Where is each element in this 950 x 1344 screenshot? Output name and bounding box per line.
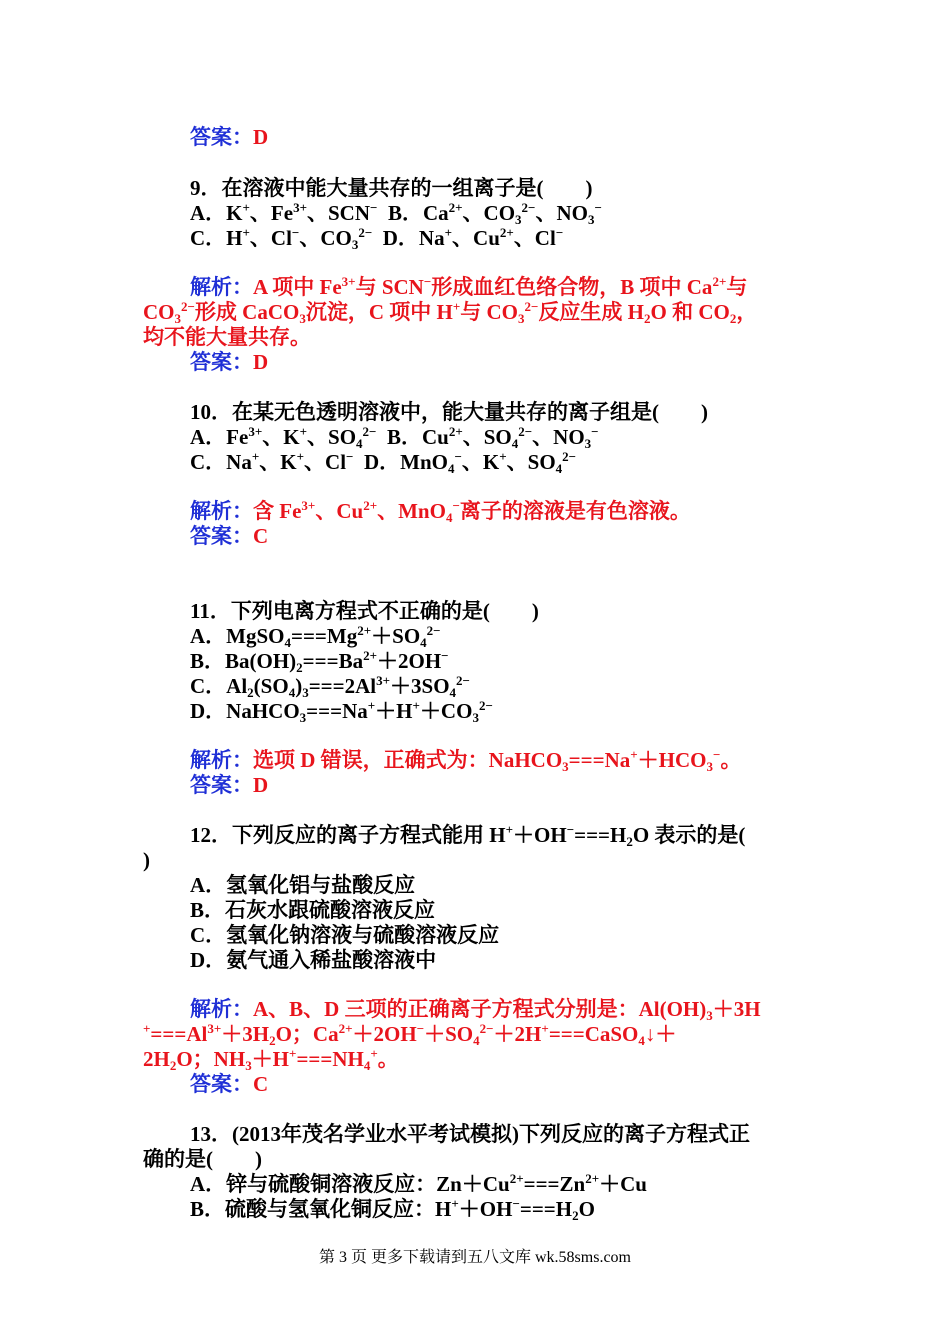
q12-analysis-1: 解析：A、B、D 三项的正确离子方程式分别是：$Al(OH)_3+3H$	[190, 997, 761, 1023]
q12-stem: 12．下列反应的离子方程式能用 $H^++OH^-===H_2O$ 表示的是(	[190, 822, 746, 849]
q10-analysis: 解析：含 $Fe^{3+}$、$Cu^{2+}$、MnO$_4$−离子的溶液是有色溶液。	[190, 498, 691, 525]
q10-options-cd: C．Na+、K+、Cl− D．MnO$_4$−、K+、$SO_4^{2-}$	[190, 449, 577, 476]
q10-stem: 10．在某无色透明溶液中，能大量共存的离子组是( )	[190, 400, 708, 424]
q9-analysis-2: $CO_3^{2-}$形成 CaCO$_3$沉淀，C 项中 H+与 $CO_3^{2-}$反应生成 $H_2O$ 和 $CO_2$，	[143, 299, 758, 326]
q10-answer: 答案：C	[190, 524, 269, 548]
q11-option-b: B．$Ba(OH)_2===Ba^{2+}+2OH^-$	[190, 648, 449, 675]
q11-option-d: D．$NaHCO_3===Na^++H^++CO_3^{2-}$	[190, 698, 493, 725]
q12-stem-tail: )	[143, 848, 150, 872]
q10-options-ab: A．$Fe^{3+}$、K+、$SO_4^{2-}$ B．$Cu^{2+}$、$SO_4^{2-}$、$NO_3^-$	[190, 424, 599, 451]
q9-answer: 答案：D	[190, 350, 269, 374]
q11-option-c: C．$Al_2(SO_4)_3===2Al^{3+}+3SO_4^{2-}$	[190, 673, 470, 700]
q12-analysis-2: $^+===Al^{3+}+3H_2O$；$Ca^{2+}+2OH^-+SO_4^{2-}+2H^+===CaSO_4↓+$	[143, 1021, 677, 1048]
answer-value: D	[253, 125, 269, 149]
q9-stem: 9．在溶液中能大量共存的一组离子是( )	[190, 176, 593, 200]
q12-analysis-3: $2H_2O$；$NH_3+H^+===NH_4^+$。	[143, 1046, 399, 1073]
answer-8	[190, 124, 268, 150]
q9-analysis-3: 均不能大量共存。	[143, 325, 311, 349]
q13-option-b: B．硫酸与氢氧化铜反应：$H^++OH^-===H_2O$	[190, 1196, 595, 1223]
q11-stem: 11．下列电离方程式不正确的是( )	[190, 599, 539, 623]
q13-stem-1: 13．(2013年茂名学业水平考试模拟)下列反应的离子方程式正	[190, 1122, 750, 1146]
q9-options-ab: A．K+、$Fe^{3+}$、SCN− B．$Ca^{2+}$、$CO_3^{2-}$、$NO_3^-$	[190, 200, 602, 227]
q12-option-c: C．氢氧化钠溶液与硫酸溶液反应	[190, 923, 500, 947]
q9-options-cd: C．H+、Cl−、$CO_3^{2-}$ D．Na+、$Cu^{2+}$、Cl−	[190, 225, 564, 252]
q12-option-b: B．石灰水跟硫酸溶液反应	[190, 898, 436, 922]
q12-option-a: A．氢氧化铝与盐酸反应	[190, 873, 416, 897]
q13-stem-2: 确的是( )	[143, 1147, 262, 1171]
q11-answer: 答案：D	[190, 773, 269, 797]
q12-answer: 答案：C	[190, 1072, 269, 1096]
q9-analysis-1: 解析：A 项中 $Fe^{3+}$与 SCN−形成血红色络合物，B 项中 $Ca^{2+}$与	[190, 274, 748, 299]
page-footer: 第 3 页 更多下载请到五八文库 wk.58sms.com	[318, 1249, 631, 1266]
q11-analysis: 解析：选项 D 错误，正确式为：$NaHCO_3===Na^++HCO_3^-$。	[190, 747, 742, 774]
q13-option-a: A．锌与硫酸铜溶液反应：$Zn+Cu^{2+}===Zn^{2+}+Cu$	[190, 1171, 647, 1196]
q11-option-a: A．$MgSO_4===Mg^{2+}+SO_4^{2-}$	[190, 623, 441, 650]
q12-option-d: D．氨气通入稀盐酸溶液中	[190, 948, 437, 972]
answer-label: 答案：	[190, 125, 253, 149]
